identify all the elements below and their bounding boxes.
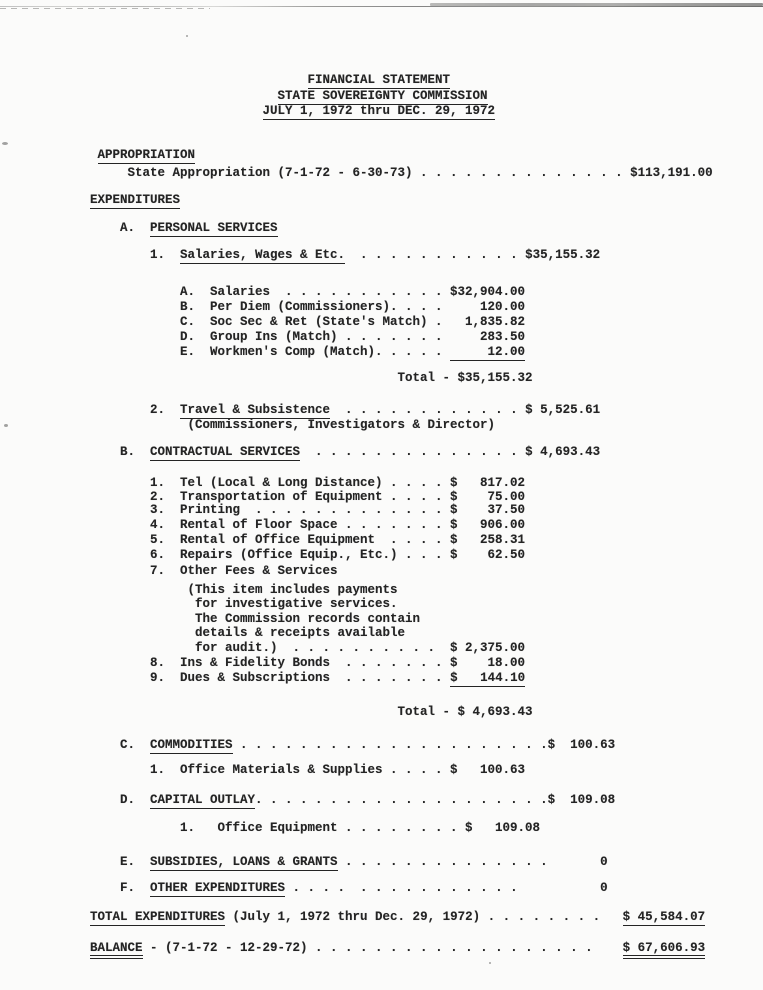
contractual-9-dues-subscriptions [150,671,525,685]
balance-line [90,941,705,956]
sub-b-per-diem [180,300,525,314]
underlined-text-segment: TOTAL EXPENDITURES [90,910,226,924]
underlined-text-segment: FINANCIAL STATEMENT [307,73,451,87]
text-segment: The Commission records contain [195,612,421,626]
contractual-5-office-equipment-rental [150,533,525,547]
text-segment: . . . . . . . . . . . . . . 0 [337,855,608,869]
underlined-text-segment: STATE SOVEREIGNTY COMMISSION [277,89,488,103]
text-segment: 7. Other Fees & Services [150,564,338,578]
underlined-text-segment: 12.00 [450,345,526,359]
text-segment: - (7-1-72 - 12-29-72) . . . . . . . . . . . . . . . . . . . [142,941,623,955]
text-segment: B. Per Diem (Commissioners). . . . 120.00 [180,300,526,314]
appropriation-heading [98,148,196,162]
section-e-subsidies-loans-grants [120,855,608,869]
contractual-8-ins-fidelity-bonds [150,656,525,670]
underlined-text-segment: PERSONAL SERVICES [150,221,278,235]
text-segment: D. [120,793,151,807]
text-segment: 8. Ins & Fidelity Bonds . . . . . . . $ 18.00 [150,656,526,670]
sub-c-soc-sec-ret [180,315,525,329]
section-c-commodities [120,738,615,752]
commodities-1-office-materials [150,763,525,777]
contractual-6-repairs [150,548,525,562]
underlined-text-segment: JULY 1, 1972 thru DEC. 29, 1972 [262,104,496,118]
total-contractual-services [398,705,533,719]
text-segment: 2. Transportation of Equipment . . . . $ 75.00 [150,490,526,504]
underlined-text-segment: Travel & Subsistence [180,403,331,417]
other-fees-note-1 [188,583,398,597]
section-a-personal-services [120,221,278,235]
text-segment: A. [120,221,151,235]
other-fees-amount [195,641,525,655]
text-segment: 6. Repairs (Office Equip., Etc.) . . . $ 62.50 [150,548,526,562]
text-segment: details & receipts available [195,626,406,640]
underlined-text-segment: BALANCE [90,941,143,955]
underlined-text-segment: CONTRACTUAL SERVICES [150,445,301,459]
contractual-7-other-fees [150,564,338,578]
text-segment: . . . . . . . . . . . . $ 5,525.61 [330,403,601,417]
underlined-text-segment: EXPENDITURES [90,193,181,207]
text-segment: 1. Office Materials & Supplies . . . . $ 100.63 [150,763,526,777]
text-segment: (Commissioners, Investigators & Director) [187,418,496,432]
text-segment: B. [120,445,151,459]
text-segment: D. Group Ins (Match) . . . . . . . 283.50 [180,330,526,344]
other-fees-note-2 [195,597,398,611]
total-expenditures-line [90,910,705,924]
expenditures-heading [90,193,180,207]
travel-note [188,418,496,432]
text-segment: 5. Rental of Office Equipment . . . . $ 258.31 [150,533,526,547]
underlined-text-segment: COMMODITIES [150,738,233,752]
text-segment: for investigative services. [195,597,398,611]
text-segment: 2. [150,403,181,417]
text-segment: 4. Rental of Floor Space . . . . . . . $ 906.00 [150,518,526,532]
sub-e-workmens-comp [180,345,525,359]
text-segment: E. Workmen's Comp (Match). . . . . [180,345,451,359]
underlined-text-segment: OTHER EXPENDITURES [150,881,286,895]
text-segment: 9. Dues & Subscriptions . . . . . . . [150,671,451,685]
text-segment: E. [120,855,151,869]
contractual-4-floor-space [150,518,525,532]
other-fees-note-3 [195,612,420,626]
section-f-other-expenditures [120,881,608,895]
text-segment: . . . . . . . . . . . $35,155.32 [345,248,601,262]
other-fees-note-4 [195,626,405,640]
text-segment: F. [120,881,151,895]
contractual-3-printing [150,503,525,517]
item-1-salaries-wages [150,248,600,262]
item-2-travel-subsistence [150,403,600,417]
text-segment: (July 1, 1972 thru Dec. 29, 1972) . . . . . . . . [225,910,623,924]
text-segment: . . . . . . . . . . . . . . . . . . . . .$ 100.63 [232,738,616,752]
text-segment: 1. [150,248,181,262]
contractual-2-transportation [150,490,525,504]
text-segment: . . . . . . . . . . . . . . . 0 [285,881,608,895]
text-segment: . . . . . . . . . . . . . . . . . . . .$ 109.08 [255,793,616,807]
text-segment: . . . . . . . . . . . . . . $ 4,693.43 [300,445,601,459]
underlined-text-segment: $ 67,606.93 [622,941,706,955]
text-segment: 1. Tel (Local & Long Distance) . . . . $ 817.02 [150,476,526,490]
text-segment: A. Salaries . . . . . . . . . . . $32,904.00 [180,285,526,299]
capital-outlay-1-office-equipment [180,821,540,835]
text-segment: 1. Office Equipment . . . . . . . . $ 109.08 [180,821,541,835]
text-segment: 3. Printing . . . . . . . . . . . . . $ 37.50 [150,503,526,517]
underlined-text-segment: Salaries, Wages & Etc. [180,248,346,262]
text-segment: for audit.) . . . . . . . . . . $ 2,375.00 [195,641,526,655]
text-segment: C. [120,738,151,752]
section-b-contractual-services [120,445,600,459]
total-personal-services [398,371,533,385]
text-segment: Total - $35,155.32 [397,371,533,385]
underlined-text-segment: APPROPRIATION [97,148,196,162]
title-date-range [263,104,496,118]
text-segment: State Appropriation (7-1-72 - 6-30-73) . . . . . . . . . . . . . . $113,191.00 [127,166,713,180]
text-segment: C. Soc Sec & Ret (State's Match) . 1,835.82 [180,315,526,329]
underlined-text-segment: CAPITAL OUTLAY [150,793,256,807]
text-segment: (This item includes payments [187,583,398,597]
contractual-1-telephone [150,476,525,490]
text-segment: Total - $ 4,693.43 [397,705,533,719]
title-commission [278,89,488,103]
state-appropriation-line [128,166,713,180]
underlined-text-segment: $ 45,584.07 [622,910,706,924]
sub-a-salaries [180,285,525,299]
underlined-text-segment: SUBSIDIES, LOANS & GRANTS [150,855,338,869]
title-financial-statement [308,73,451,87]
section-d-capital-outlay [120,793,615,807]
underlined-text-segment: $ 144.10 [450,671,526,685]
sub-d-group-ins [180,330,525,344]
